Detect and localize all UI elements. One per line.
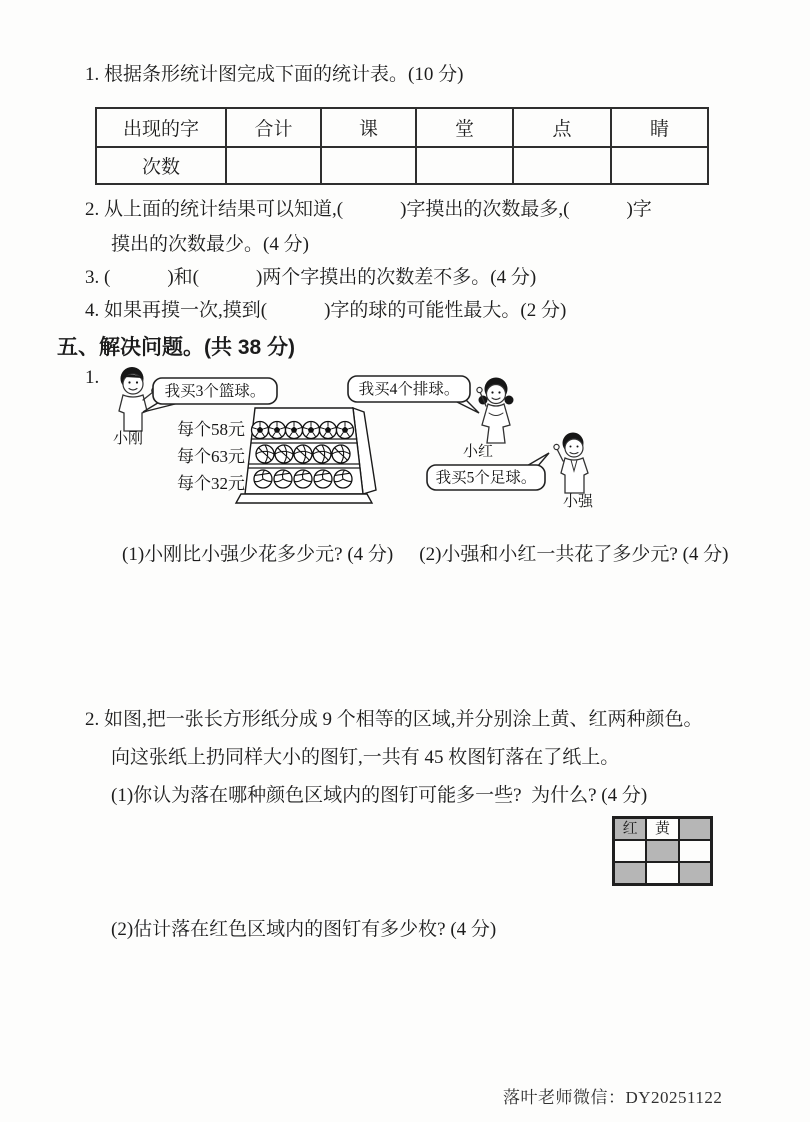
xiaohong-name-label: 小红	[463, 444, 494, 460]
basketball-icon	[313, 445, 331, 463]
problem-1-number: 1.	[85, 367, 100, 388]
volleyball-icon	[334, 470, 352, 488]
statistics-table	[95, 107, 709, 185]
table-data-row	[96, 147, 708, 184]
empty-cell	[513, 147, 611, 184]
grid-cell-yellow	[614, 840, 646, 862]
xiaogang-speech-bubble	[143, 378, 277, 412]
row-label-cell: 次数	[96, 147, 226, 184]
color-grid	[612, 816, 713, 886]
header-cell: 点	[513, 108, 611, 147]
price-row3-label: 每个32元	[177, 474, 245, 493]
boy-xiaoqiang-figure	[554, 433, 588, 494]
empty-cell	[416, 147, 513, 184]
problem-2-line2: 向这张纸上扔同样大小的图钉,一共有 45 枚图钉落在了纸上。	[111, 747, 620, 768]
basketball-icon	[275, 445, 293, 463]
volleyball-icon	[254, 470, 272, 488]
grid-cell-red	[646, 840, 678, 862]
xiaoqiang-name-label: 小强	[563, 494, 594, 510]
basketball-icon	[332, 445, 350, 463]
soccer-ball-icon	[337, 422, 354, 439]
basketball-row	[256, 445, 350, 463]
soccer-ball-icon	[303, 422, 320, 439]
grid-cell-red: 红	[614, 818, 646, 840]
empty-cell	[226, 147, 321, 184]
grid-cell-red	[679, 818, 711, 840]
table-header-row	[96, 108, 708, 147]
problem-2-question-2: (2)估计落在红色区域内的图钉有多少枚? (4 分)	[111, 919, 497, 940]
girl-xiaohong-figure	[477, 378, 514, 444]
question-3-text: 3. ( )和( )两个字摸出的次数差不多。(4 分)	[85, 267, 537, 288]
question-1-text: 1. 根据条形统计图完成下面的统计表。(10 分)	[85, 64, 464, 85]
question-2-line1: 2. 从上面的统计结果可以知道,( )字摸出的次数最多,( )字	[85, 199, 652, 220]
empty-cell	[611, 147, 708, 184]
volleyball-icon	[314, 470, 332, 488]
question-2-line2: 摸出的次数最少。(4 分)	[111, 234, 309, 255]
header-cell: 合计	[226, 108, 321, 147]
grid-cell-red	[614, 862, 646, 884]
problem-1-question-1: (1)小刚比小强少花多少元? (4 分)	[122, 544, 394, 565]
footer-wechat-text: 落叶老师微信：DY20251122	[503, 1088, 723, 1107]
boy-xiaogang-figure	[119, 367, 157, 431]
basketball-icon	[294, 445, 312, 463]
basketball-icon	[256, 445, 274, 463]
svg-text:我买4个排球。: 我买4个排球。	[358, 381, 460, 398]
soccer-ball-icon	[269, 422, 286, 439]
section-5-title: 五、解决问题。(共 38 分)	[57, 336, 296, 359]
volleyball-row	[254, 470, 352, 488]
price-row2-label: 每个63元	[177, 447, 245, 466]
soccer-ball-icon	[320, 422, 337, 439]
problem-1-illustration	[95, 363, 615, 515]
header-cell: 课	[321, 108, 416, 147]
grid-cell-yellow	[646, 862, 678, 884]
grid-cell-yellow: 黄	[646, 818, 678, 840]
problem-2-question-1: (1)你认为落在哪种颜色区域内的图钉可能多一些? 为什么? (4 分)	[111, 785, 648, 806]
problem-2-line1: 2. 如图,把一张长方形纸分成 9 个相等的区域,并分别涂上黄、红两种颜色。	[85, 709, 703, 730]
grid-cell-yellow	[679, 840, 711, 862]
header-cell: 睛	[611, 108, 708, 147]
svg-text:我买3个篮球。: 我买3个篮球。	[164, 383, 266, 400]
soccer-ball-icon	[252, 422, 269, 439]
svg-text:我买5个足球。: 我买5个足球。	[435, 469, 537, 487]
xiaogang-name-label: 小刚	[113, 431, 144, 447]
xiaohong-speech-bubble	[348, 376, 479, 413]
volleyball-icon	[274, 470, 292, 488]
soccer-ball-icon	[286, 422, 303, 439]
empty-cell	[321, 147, 416, 184]
price-row1-label: 每个58元	[177, 420, 245, 439]
header-cell: 堂	[416, 108, 513, 147]
header-cell: 出现的字	[96, 108, 226, 147]
problem-1-questions	[103, 519, 755, 591]
problem-1-question-2: (2)小强和小红一共花了多少元? (4 分)	[419, 544, 729, 565]
question-4-text: 4. 如果再摸一次,摸到( )字的球的可能性最大。(2 分)	[85, 300, 567, 321]
volleyball-icon	[294, 470, 312, 488]
grid-cell-red	[679, 862, 711, 884]
